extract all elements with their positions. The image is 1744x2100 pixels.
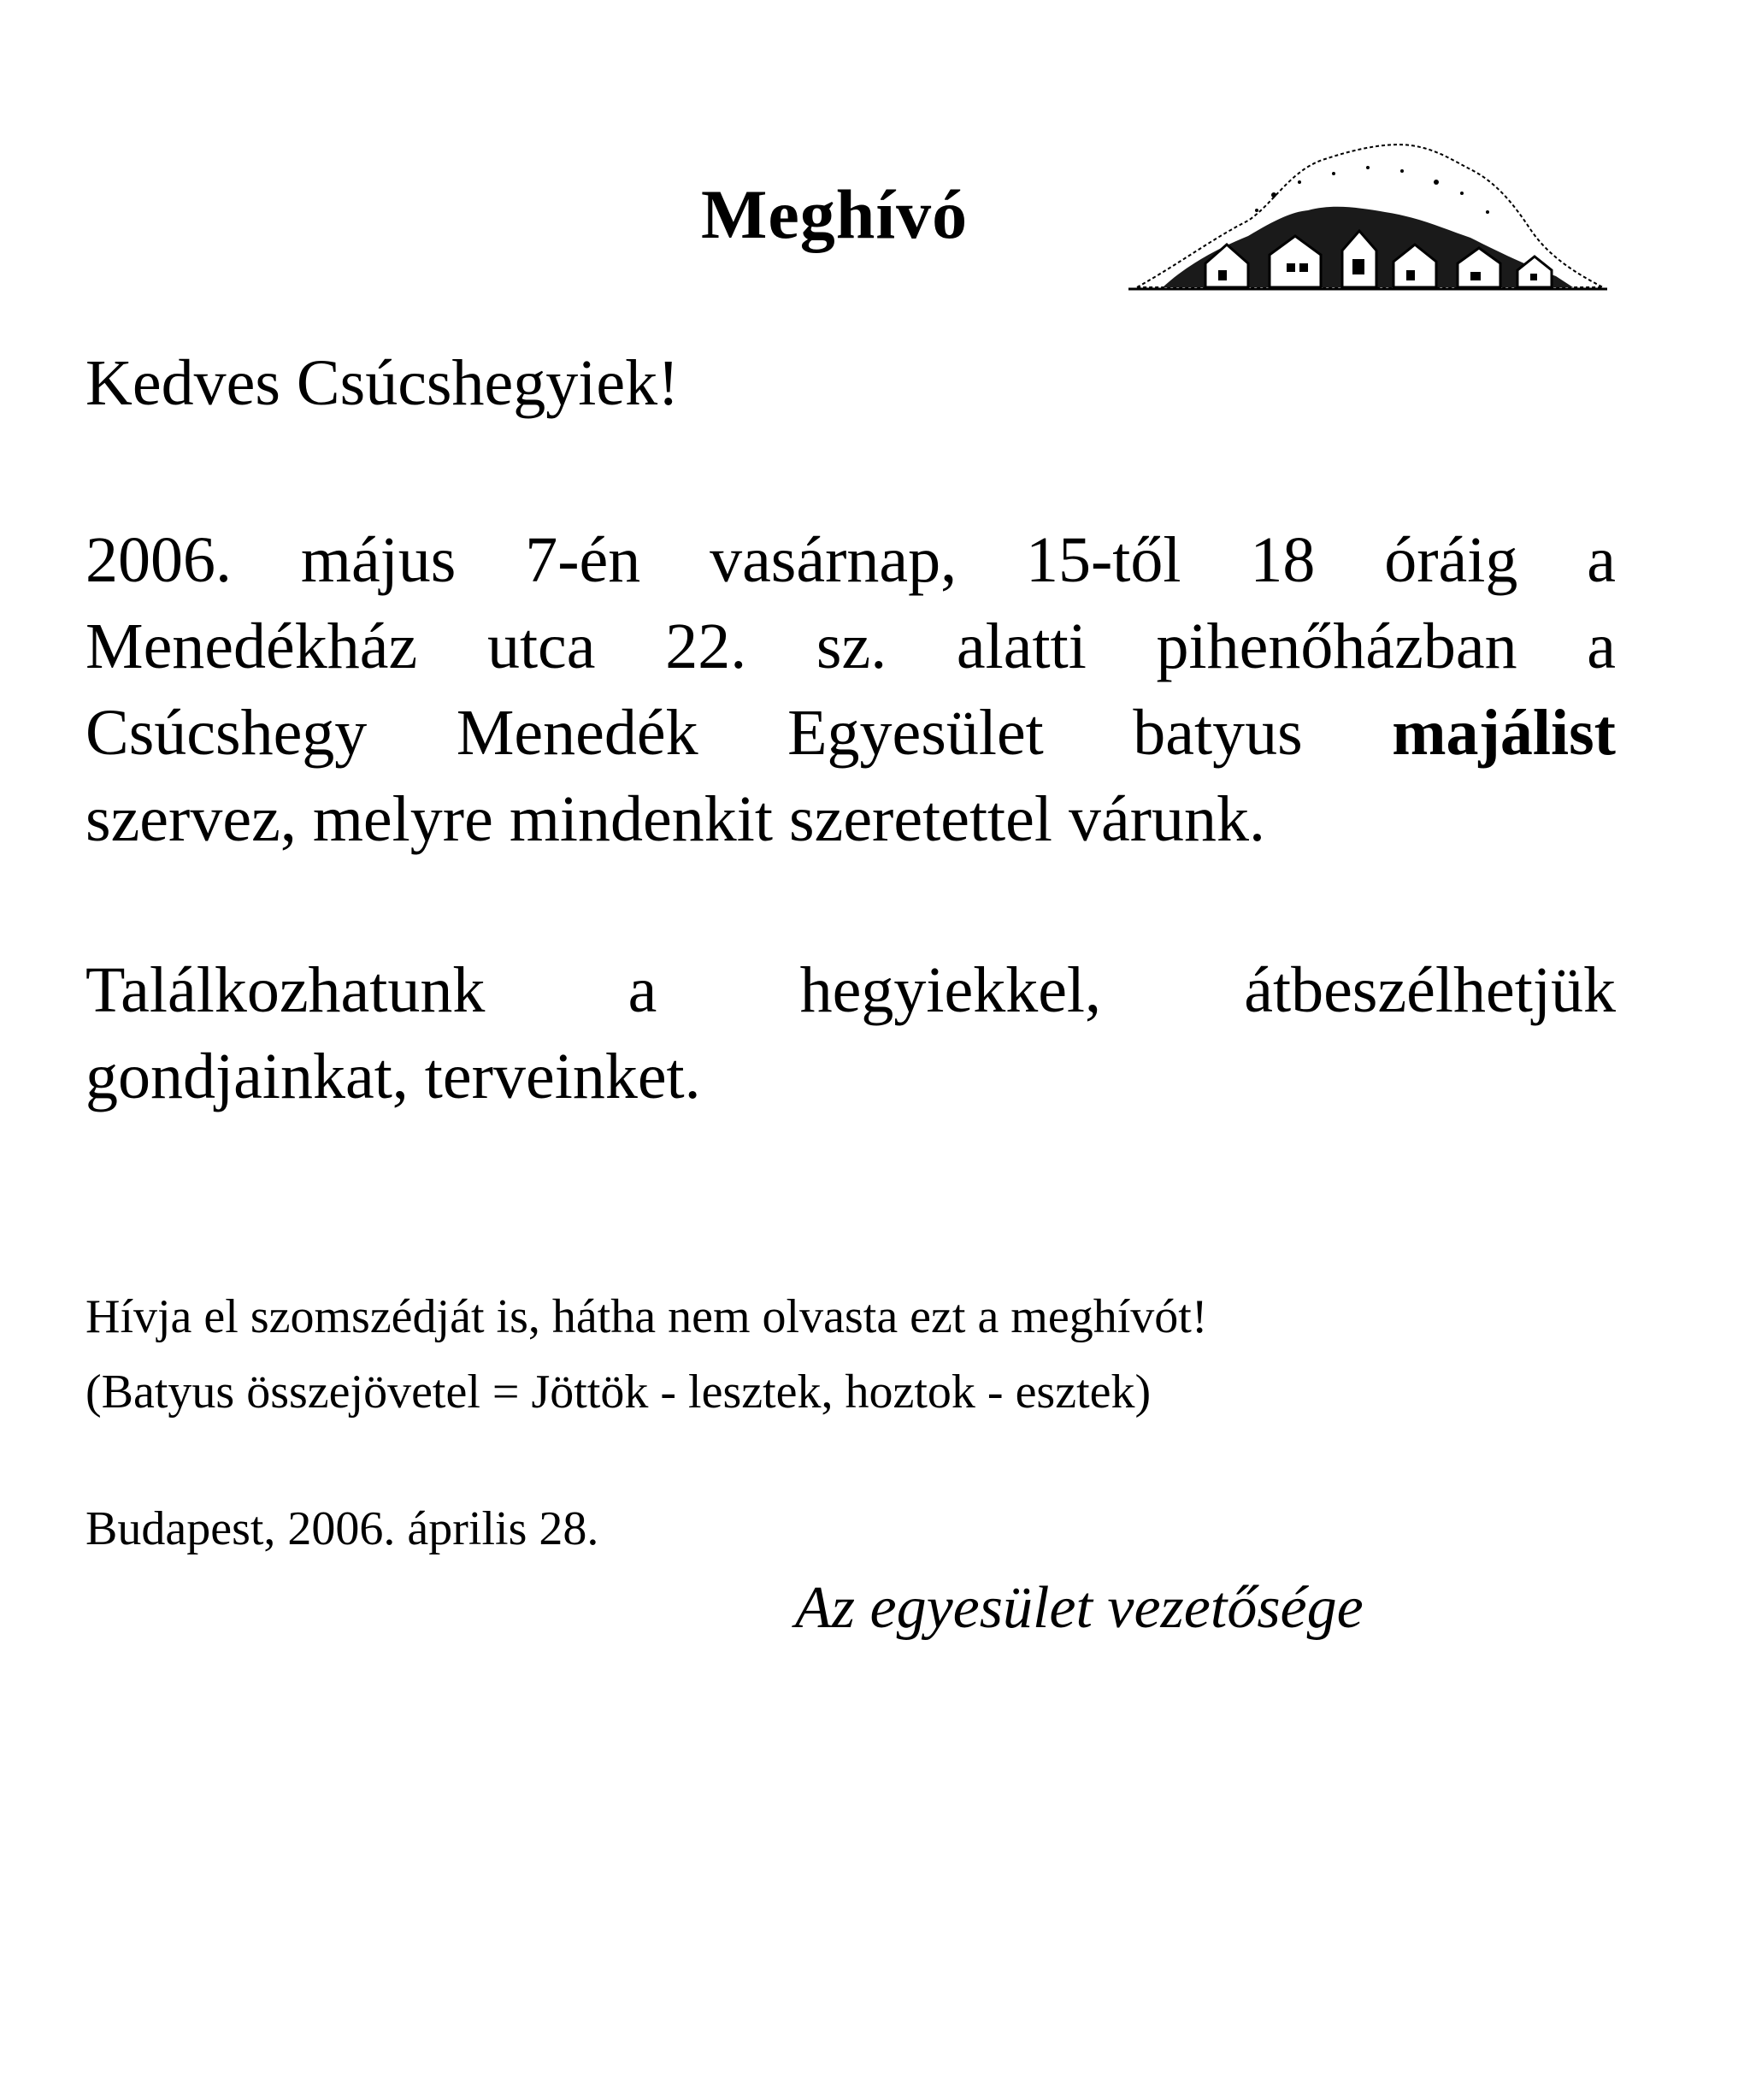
page-title: Meghívó [701, 175, 969, 253]
word: pihenőházban [1156, 611, 1517, 682]
village-hill-icon [1128, 135, 1607, 306]
word: Menedékház [85, 611, 418, 682]
word: óráig [1384, 524, 1518, 596]
word: sz. [816, 611, 887, 682]
paragraph-line [85, 517, 1616, 604]
word: Egyesület [787, 697, 1044, 769]
word: utca [486, 611, 596, 682]
invite-neighbor-note: Hívja el szomszédját is, hátha nem olvasta ezt a meghívót! [85, 1290, 1208, 1343]
word: a [627, 954, 657, 1026]
word: a [1587, 611, 1616, 682]
word: Csúcshegy [85, 697, 368, 769]
paragraph-line [85, 604, 1616, 690]
paragraph-line [85, 690, 1616, 776]
word: hegyiekkel, [799, 954, 1102, 1026]
word: vasárnap, [710, 524, 957, 596]
paragraph-line: szervez, melyre mindenkit szeretettel várunk. [85, 783, 1266, 855]
word: 22. [665, 611, 747, 682]
word: batyus [1133, 697, 1303, 769]
word: Találkozhatunk [85, 954, 486, 1026]
place-date: Budapest, 2006. április 28. [85, 1502, 599, 1555]
paragraph-event-details [85, 517, 1616, 863]
paragraph-meeting [85, 947, 1616, 1120]
word: alatti [956, 611, 1087, 682]
signature: Az egyesület vezetősége [795, 1575, 1364, 1641]
word: 18 [1250, 524, 1316, 596]
paragraph-line: gondjainkat, terveinket. [85, 1041, 701, 1112]
paragraph-line [85, 947, 1616, 1034]
word: átbeszélhetjük [1244, 954, 1616, 1026]
word: a [1587, 524, 1616, 596]
word: Menedék [456, 697, 698, 769]
word: május [300, 524, 457, 596]
word: 7-én [525, 524, 641, 596]
word: 2006. [85, 524, 232, 596]
greeting: Kedves Csúcshegyiek! [85, 347, 680, 419]
emphasis-word: majálist [1392, 697, 1616, 769]
batyus-explanation: (Batyus összejövetel = Jöttök - lesztek, hoztok - esztek) [85, 1366, 1152, 1419]
word: 15-től [1026, 524, 1181, 596]
